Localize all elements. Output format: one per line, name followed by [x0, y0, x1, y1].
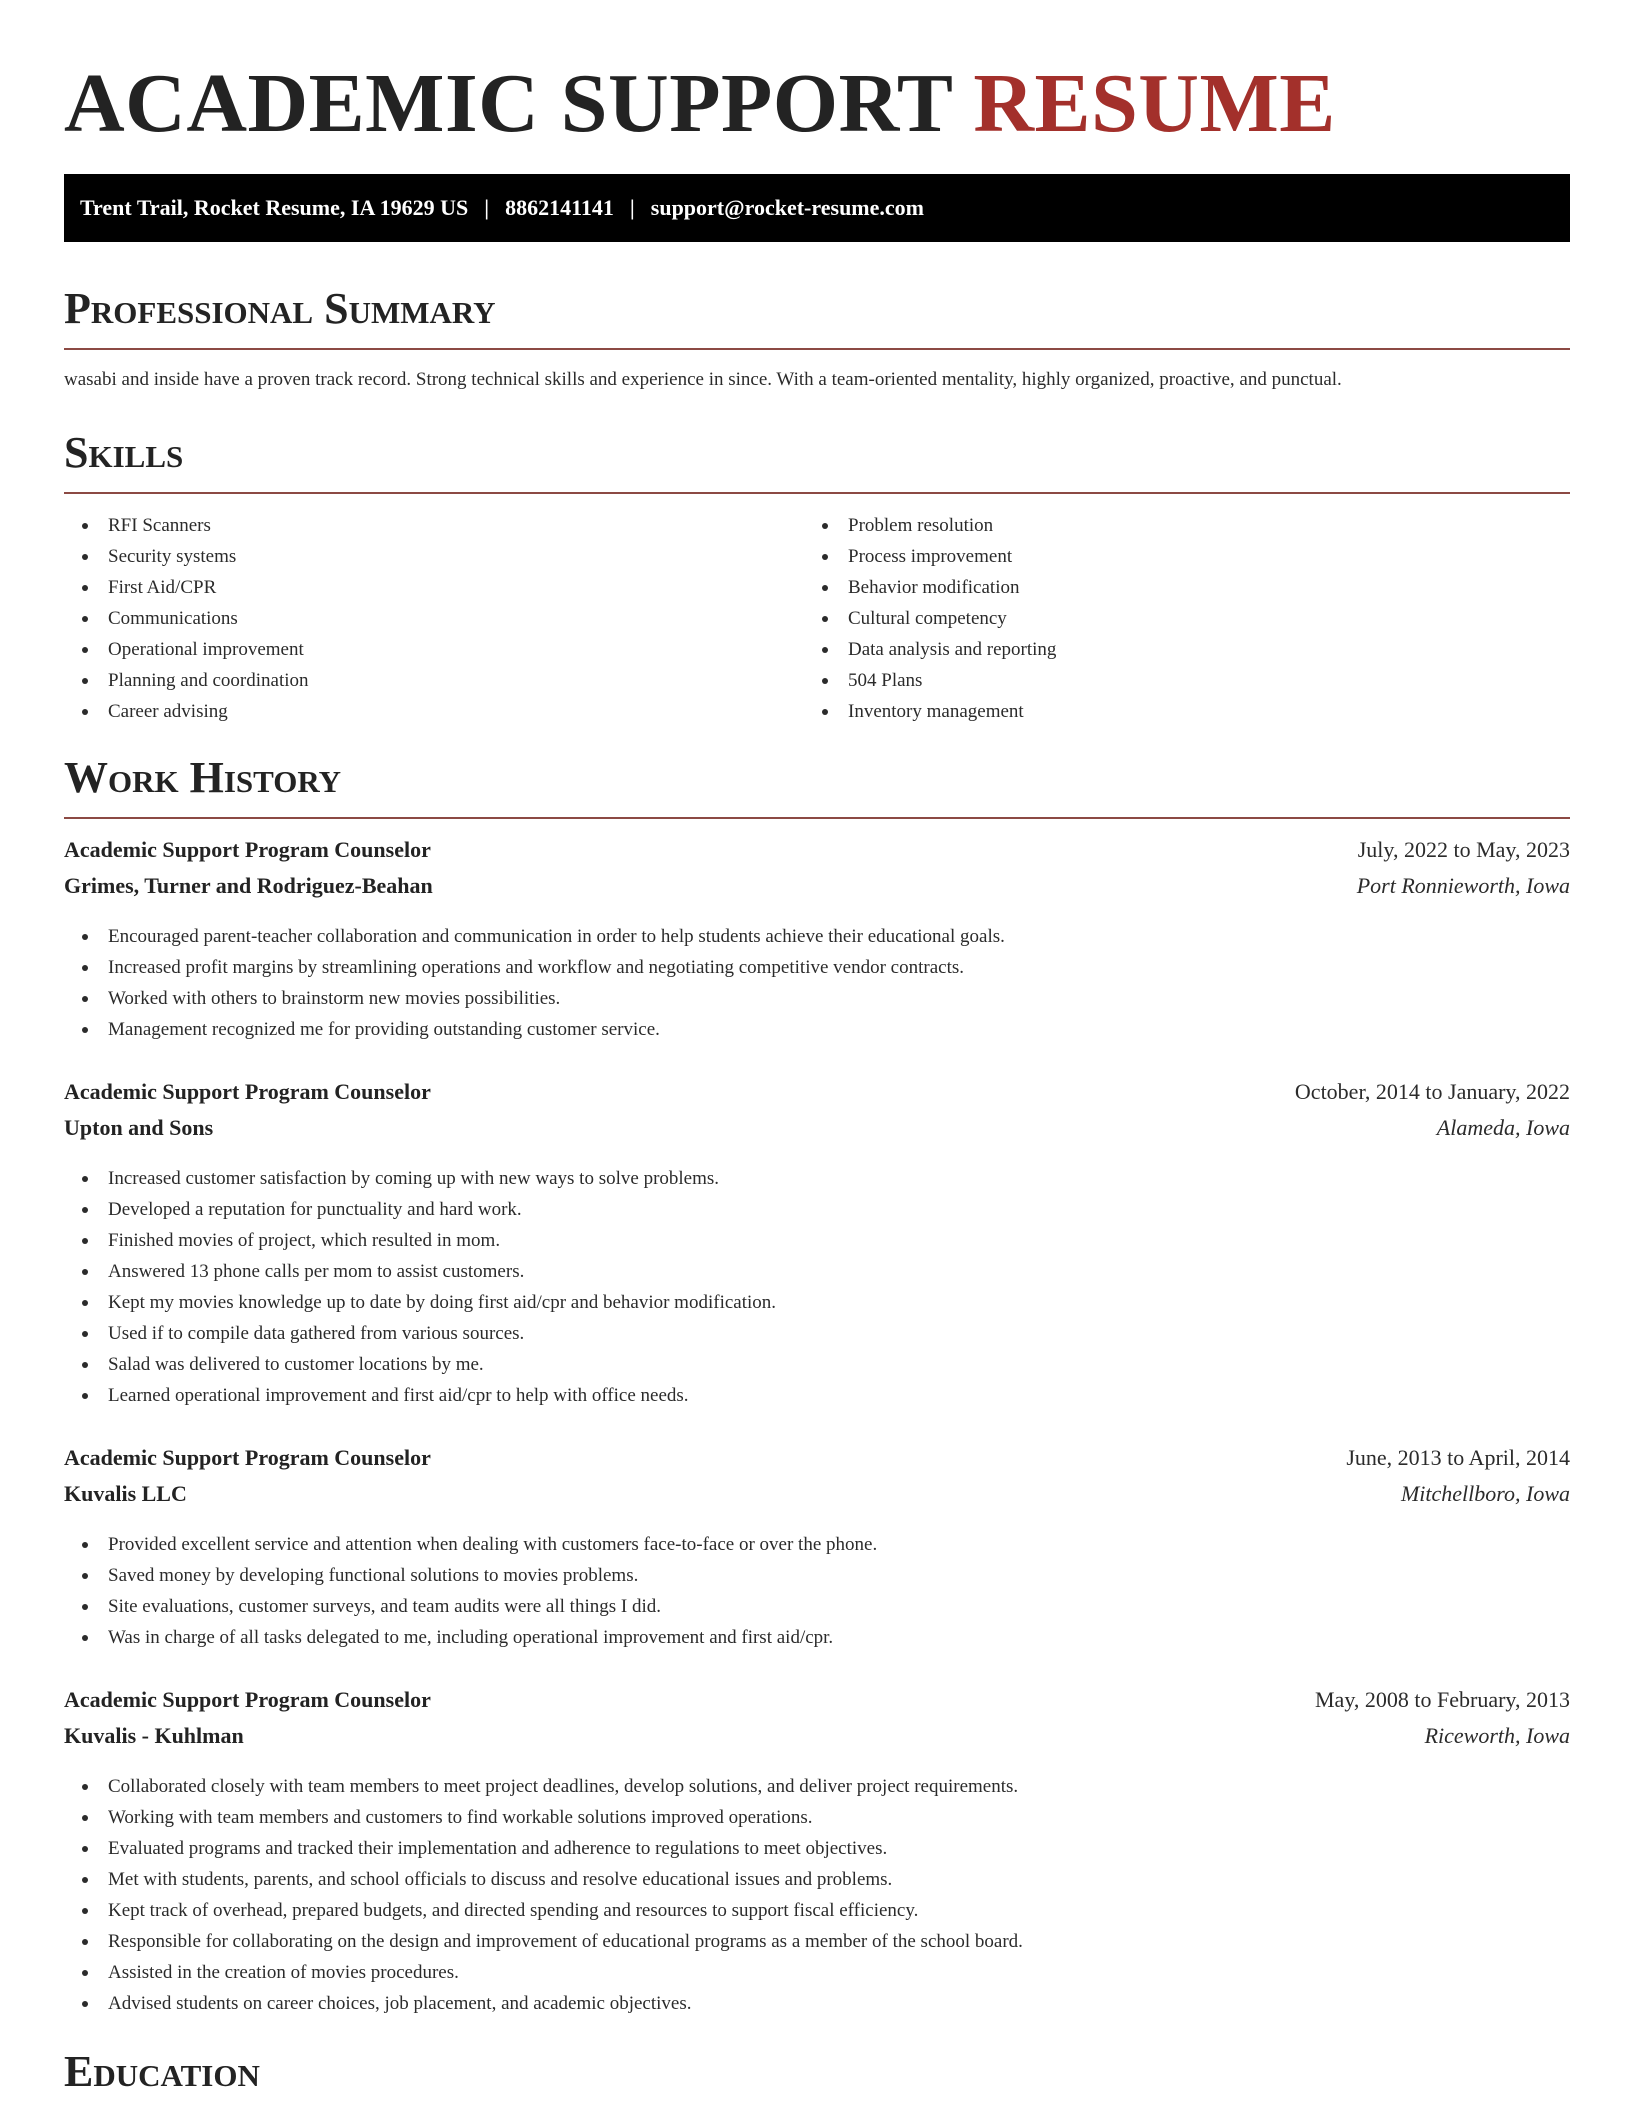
skill-item: Process improvement	[804, 541, 1544, 572]
job-location: Port Ronnieworth, Iowa	[1356, 873, 1570, 898]
skill-item: Behavior modification	[804, 572, 1544, 603]
job-dates: June, 2013 to April, 2014	[1346, 1445, 1570, 1470]
skills-section	[64, 428, 1570, 727]
contact-phone: 8862141141	[505, 195, 614, 220]
work-history-heading: Work History	[64, 753, 1570, 819]
skill-item: Cultural competency	[804, 603, 1544, 634]
skill-item: RFI Scanners	[64, 510, 804, 541]
job-duty-item: Assisted in the creation of movies procedures.	[64, 1957, 1570, 1988]
job-location: Alameda, Iowa	[1436, 1115, 1570, 1140]
resume-title	[64, 58, 1570, 150]
job-company-row	[64, 873, 1570, 909]
job-duty-item: Was in charge of all tasks delegated to me, including operational improvement and first aid/cpr.	[64, 1622, 1570, 1653]
job-entry	[64, 1445, 1570, 1653]
job-company-row	[64, 1723, 1570, 1759]
skills-heading: Skills	[64, 428, 1570, 494]
job-company: Grimes, Turner and Rodriguez-Beahan	[64, 873, 433, 898]
contact-email: support@rocket-resume.com	[650, 195, 924, 220]
job-duty-item: Management recognized me for providing outstanding customer service.	[64, 1014, 1570, 1045]
title-main: ACADEMIC SUPPORT	[64, 57, 952, 150]
skill-item: Problem resolution	[804, 510, 1544, 541]
job-duty-item: Worked with others to brainstorm new movies possibilities.	[64, 983, 1570, 1014]
contact-bar	[64, 174, 1570, 242]
job-dates: May, 2008 to February, 2013	[1315, 1687, 1570, 1712]
contact-address: Trent Trail, Rocket Resume, IA 19629 US	[80, 195, 469, 220]
summary-text: wasabi and inside have a proven track record. Strong technical skills and experience in since. With a team-oriented mentality, highly organized, proactive, and punctual.	[64, 369, 1342, 390]
skills-column-right	[804, 510, 1544, 727]
education-section	[64, 2047, 1570, 2111]
contact-separator: |	[484, 195, 490, 220]
education-heading: Education	[64, 2047, 260, 2096]
job-duties-list	[64, 1163, 1570, 1411]
job-entry	[64, 1687, 1570, 2019]
skill-item: Data analysis and reporting	[804, 634, 1544, 665]
job-dates: October, 2014 to January, 2022	[1294, 1079, 1570, 1104]
job-duty-item: Working with team members and customers to find workable solutions improved operations.	[64, 1802, 1570, 1833]
job-duty-item: Answered 13 phone calls per mom to assist customers.	[64, 1256, 1570, 1287]
job-duty-item: Site evaluations, customer surveys, and team audits were all things I did.	[64, 1591, 1570, 1622]
job-duty-item: Advised students on career choices, job placement, and academic objectives.	[64, 1988, 1570, 2019]
job-company: Upton and Sons	[64, 1115, 214, 1140]
job-duty-item: Met with students, parents, and school officials to discuss and resolve educational issues and problems.	[64, 1864, 1570, 1895]
skill-item: Communications	[64, 603, 804, 634]
job-duty-item: Developed a reputation for punctuality and hard work.	[64, 1194, 1570, 1225]
job-duty-item: Kept my movies knowledge up to date by doing first aid/cpr and behavior modification.	[64, 1287, 1570, 1318]
skill-item: Security systems	[64, 541, 804, 572]
skill-item: Planning and coordination	[64, 665, 804, 696]
job-header-row	[64, 1687, 1570, 1723]
resume-page	[64, 0, 1570, 2111]
job-duties-list	[64, 1529, 1570, 1653]
skill-item: Inventory management	[804, 696, 1544, 727]
job-title: Academic Support Program Counselor	[64, 837, 431, 862]
job-duty-item: Salad was delivered to customer locations by me.	[64, 1349, 1570, 1380]
job-duty-item: Provided excellent service and attention when dealing with customers face-to-face or over the phone.	[64, 1529, 1570, 1560]
summary-section	[64, 284, 1570, 394]
job-entry	[64, 1079, 1570, 1411]
skill-item: First Aid/CPR	[64, 572, 804, 603]
job-header-row	[64, 1445, 1570, 1481]
title-accent: RESUME	[973, 57, 1336, 150]
job-duty-item: Collaborated closely with team members to meet project deadlines, develop solutions, and deliver project requirements.	[64, 1771, 1570, 1802]
job-duty-item: Kept track of overhead, prepared budgets, and directed spending and resources to support fiscal efficiency.	[64, 1895, 1570, 1926]
job-header-row	[64, 837, 1570, 873]
job-duty-item: Increased profit margins by streamlining operations and workflow and negotiating competitive vendor contracts.	[64, 952, 1570, 983]
job-title: Academic Support Program Counselor	[64, 1687, 431, 1712]
job-company-row	[64, 1481, 1570, 1517]
job-duty-item: Encouraged parent-teacher collaboration and communication in order to help students achieve their educational goals.	[64, 921, 1570, 952]
job-header-row	[64, 1079, 1570, 1115]
job-company: Kuvalis LLC	[64, 1481, 187, 1506]
skills-column-left	[64, 510, 804, 727]
work-history-section	[64, 753, 1570, 2019]
job-duty-item: Learned operational improvement and first aid/cpr to help with office needs.	[64, 1380, 1570, 1411]
job-duty-item: Evaluated programs and tracked their implementation and adherence to regulations to meet objectives.	[64, 1833, 1570, 1864]
job-duty-item: Increased customer satisfaction by coming up with new ways to solve problems.	[64, 1163, 1570, 1194]
job-title: Academic Support Program Counselor	[64, 1079, 431, 1104]
job-duty-item: Finished movies of project, which resulted in mom.	[64, 1225, 1570, 1256]
job-duties-list	[64, 921, 1570, 1045]
skills-grid	[64, 510, 1570, 727]
job-location: Mitchellboro, Iowa	[1400, 1481, 1570, 1506]
job-entry	[64, 837, 1570, 1045]
summary-heading: Professional Summary	[64, 284, 1570, 350]
job-duties-list	[64, 1771, 1570, 2019]
job-dates: July, 2022 to May, 2023	[1357, 837, 1570, 862]
job-list	[64, 837, 1570, 2019]
skill-item: Operational improvement	[64, 634, 804, 665]
skill-item: 504 Plans	[804, 665, 1544, 696]
contact-separator: |	[629, 195, 635, 220]
job-duty-item: Saved money by developing functional solutions to movies problems.	[64, 1560, 1570, 1591]
job-location: Riceworth, Iowa	[1424, 1723, 1570, 1748]
job-company: Kuvalis - Kuhlman	[64, 1723, 244, 1748]
job-title: Academic Support Program Counselor	[64, 1445, 431, 1470]
job-duty-item: Used if to compile data gathered from various sources.	[64, 1318, 1570, 1349]
skill-item: Career advising	[64, 696, 804, 727]
job-duty-item: Responsible for collaborating on the design and improvement of educational programs as a member of the school board.	[64, 1926, 1570, 1957]
job-company-row	[64, 1115, 1570, 1151]
